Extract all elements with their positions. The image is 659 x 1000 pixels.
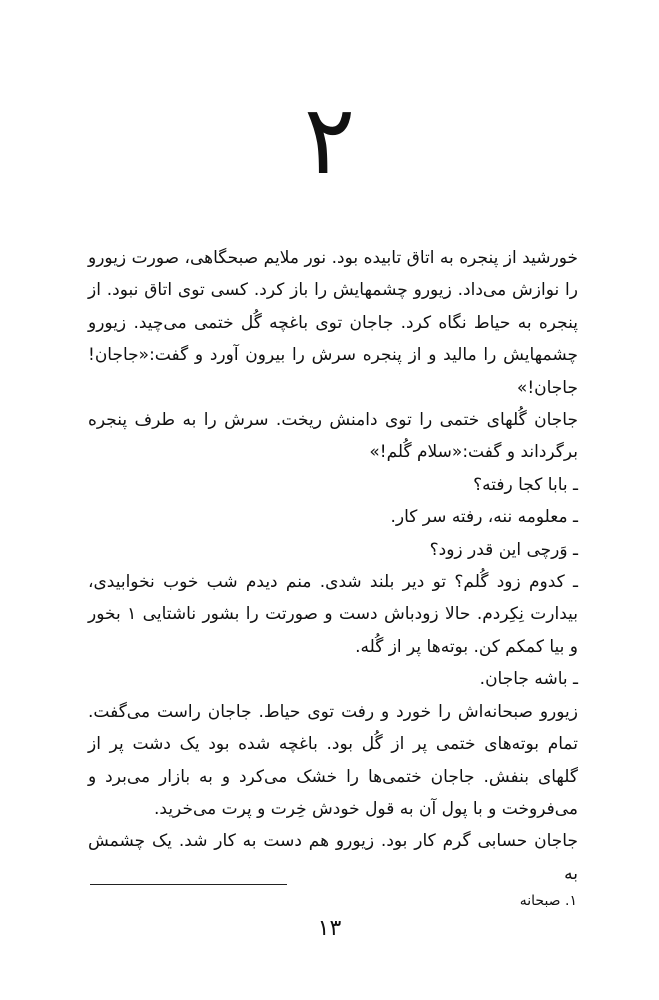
dialogue-line: ـ معلومه ننه، رفته سر کار.: [390, 507, 578, 528]
dialogue-line: ـ وَرچی این قدر زود؟: [429, 539, 578, 560]
paragraph: زیورو صبحانه‌اش را خورد و رفت توی حیاط. جاجان راست می‌گفت. تمام بوته‌های ختمی پر از گُل بود. باغچه شده بود یک دشت پر از گلهای بنفش. جاجان ختمی‌ها را خشک می‌کرد و به بازار می‌برد و می‌فروخت و با پول آن به قول خودش خِرت و پرت می‌خرید.: [88, 701, 578, 819]
footnote-divider: [90, 884, 287, 885]
body-text: [88, 242, 578, 890]
dialogue-line: ـ کدوم زود گُلم؟ تو دیر بلند شدی. منم دیدم شب خوب نخوابیدی، بیدارت نِکِردم. حالا زودباش دست و صورتت را بشور ناشتایی ۱ بخور و بیا کمکم کن. بوته‌ها پر از گُله.: [88, 572, 578, 657]
paragraph: جاجان گُلهای ختمی را توی دامنش ریخت. سرش را به طرف پنجره برگرداند و گفت:«سلام گُلم!»: [88, 410, 578, 463]
paragraph: جاجان حسابی گرم کار بود. زیورو هم دست به کار شد. یک چشمش به: [88, 831, 578, 884]
dialogue-line: ـ باشه جاجان.: [479, 669, 578, 690]
footnote: ۱. صبحانه: [519, 893, 577, 909]
dialogue-line: ـ بابا کجا رفته؟: [473, 474, 578, 495]
chapter-number: ۲: [303, 84, 356, 196]
paragraph: خورشید از پنجره به اتاق تابیده بود. نور ملایم صبحگاهی، صورت زیورو را نوازش می‌داد. زیورو چشمهایش را باز کرد. کسی توی اتاق نبود. از پنجره به حیاط نگاه کرد. جاجان توی باغچه گُل ختمی می‌چید. زیورو چشمهایش را مالید و از پنجره سرش را بیرون آورد و گفت:«جاجان! جاجان!»: [88, 248, 578, 398]
page-number: ۱۳: [317, 916, 342, 941]
